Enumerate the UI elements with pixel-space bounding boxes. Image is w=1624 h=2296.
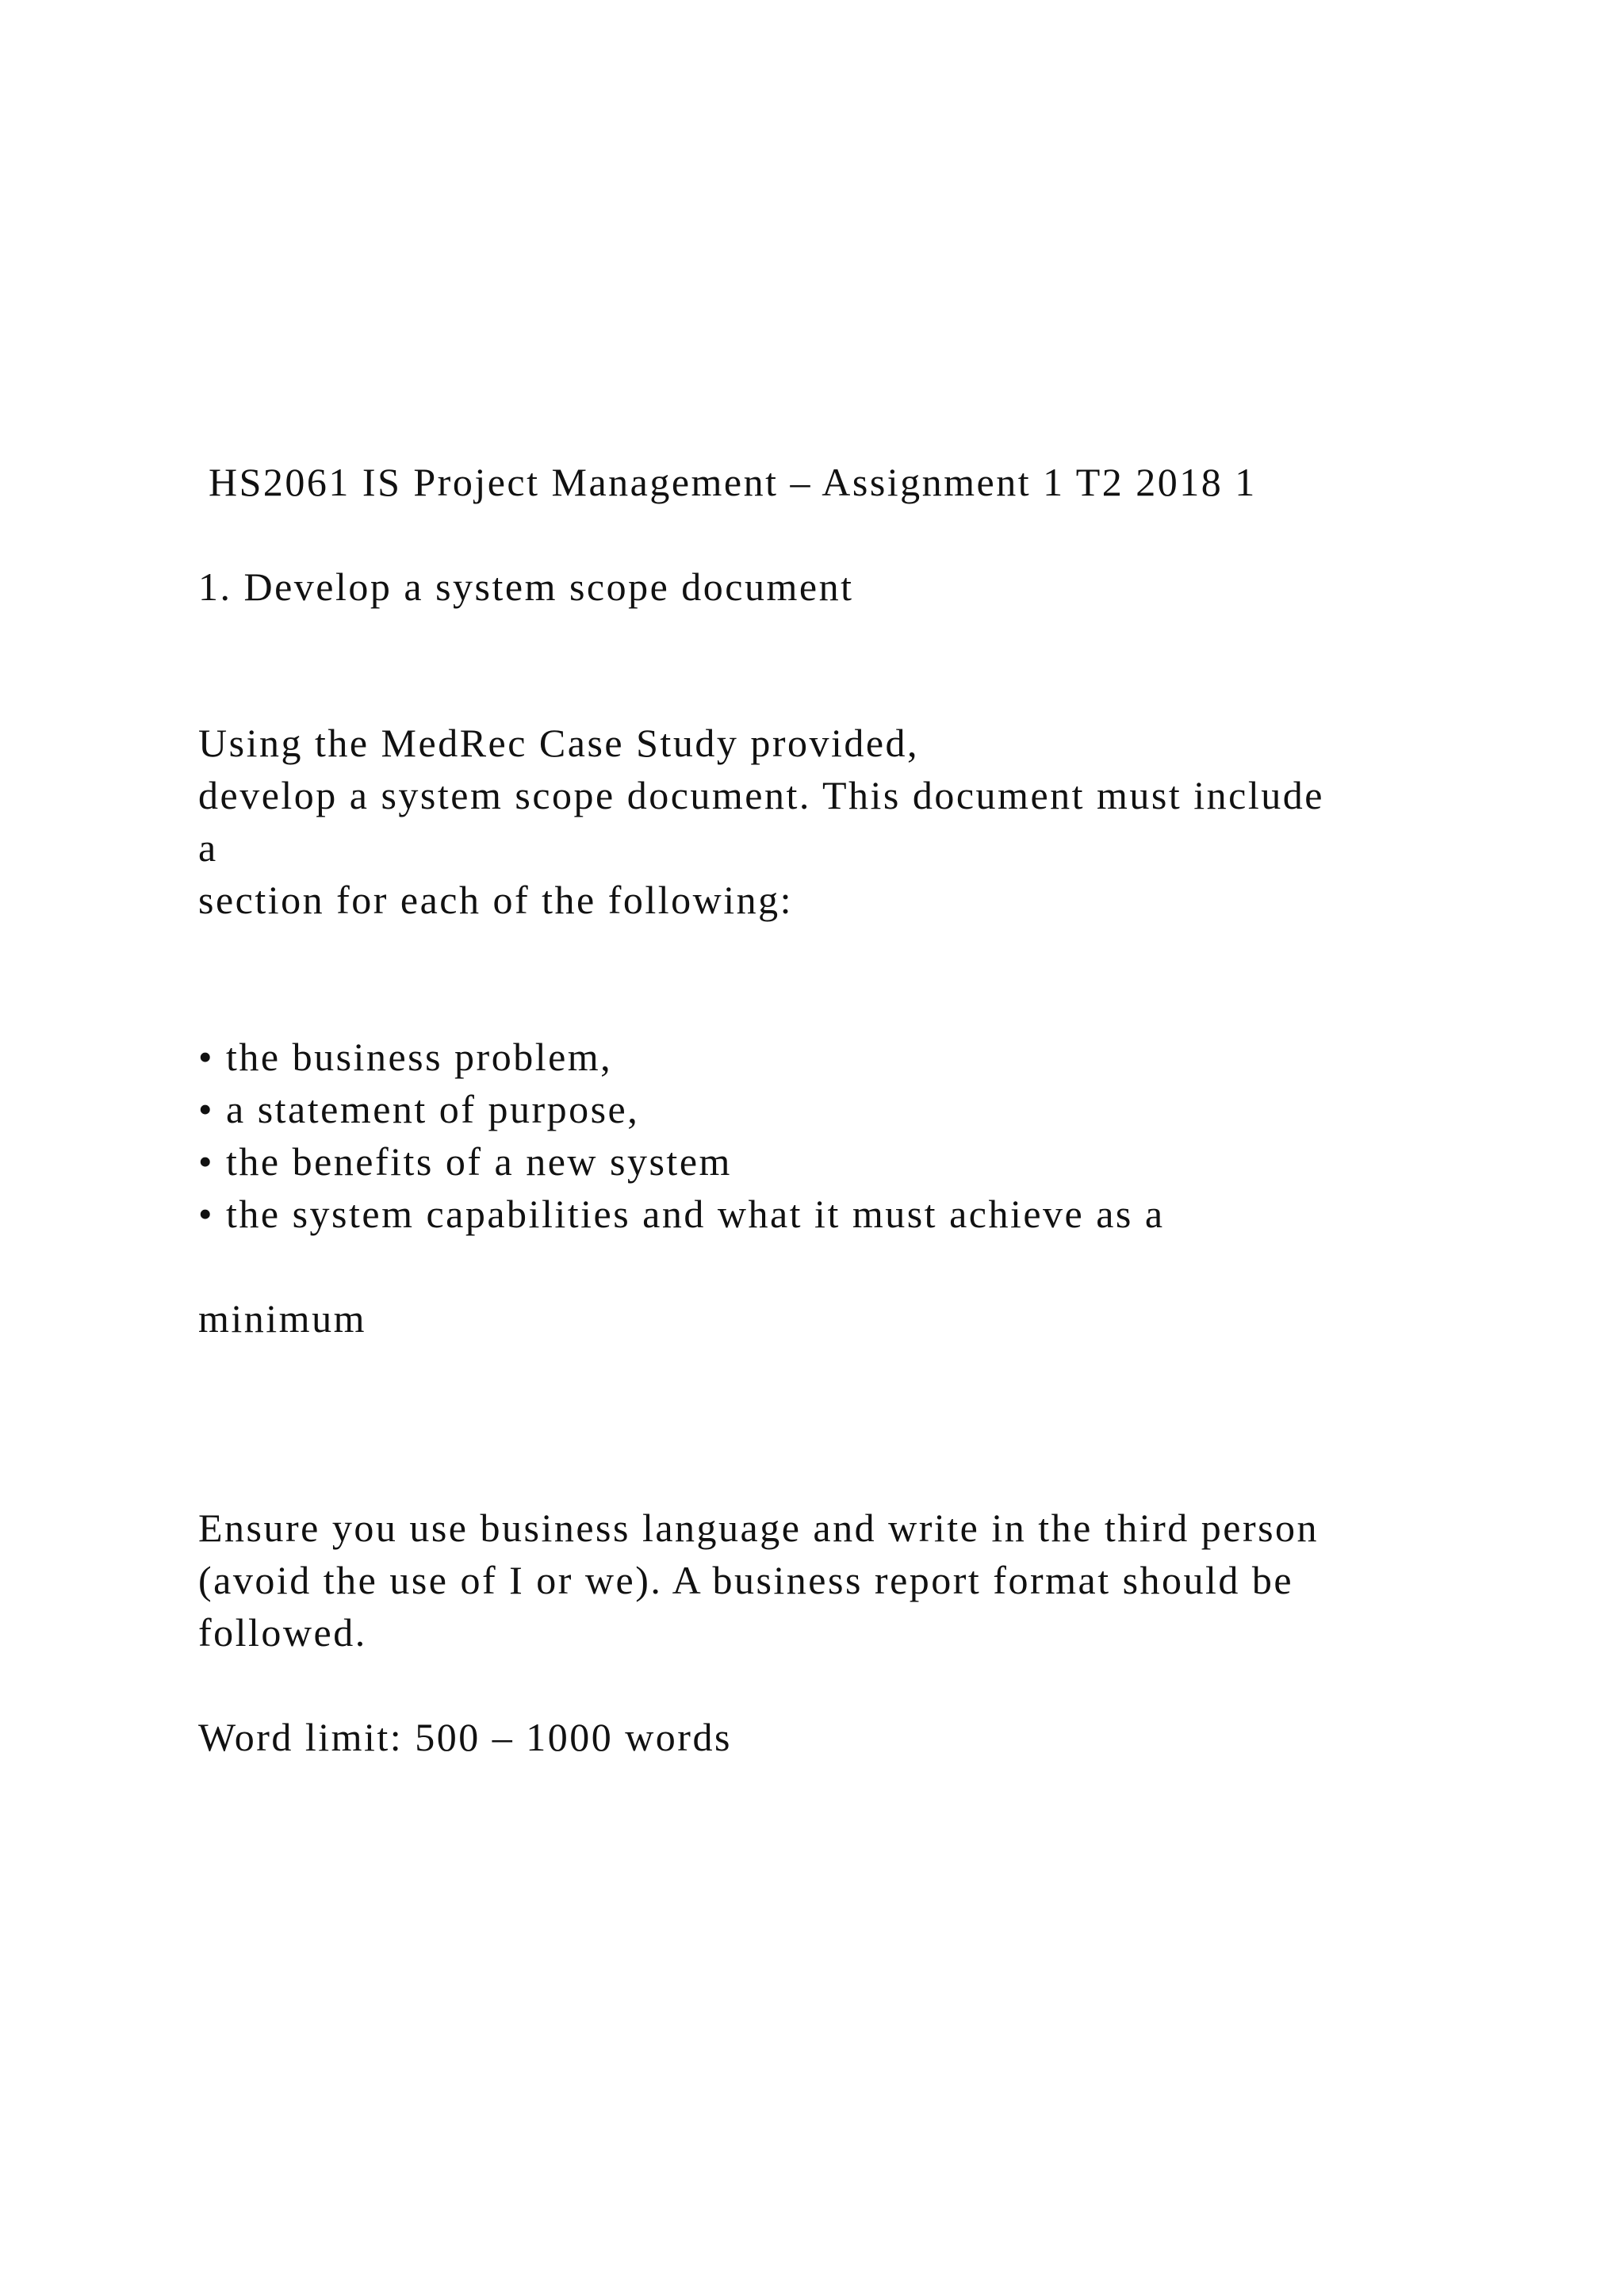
instructions-line-3: followed. [198, 1610, 367, 1655]
bullet-statement-of-purpose: • a statement of purpose, [198, 1087, 640, 1131]
intro-line-3: a [198, 825, 218, 870]
word-limit: Word limit: 500 – 1000 words [198, 1715, 732, 1759]
task-heading: 1. Develop a system scope document [198, 564, 854, 609]
document-header: HS2061 IS Project Management – Assignment 1 T2 2018 1 [209, 460, 1257, 504]
bullet-business-problem: • the business problem, [198, 1035, 613, 1079]
intro-line-1: Using the MedRec Case Study provided, [198, 721, 920, 765]
intro-line-2: develop a system scope document. This document must include [198, 773, 1324, 817]
bullet-capabilities: • the system capabilities and what it must achieve as a [198, 1192, 1165, 1236]
bullet-continuation: minimum [198, 1296, 366, 1341]
instructions-line-1: Ensure you use business language and write in the third person [198, 1506, 1320, 1550]
instructions-line-2: (avoid the use of I or we). A business report format should be [198, 1558, 1294, 1602]
intro-line-4: section for each of the following: [198, 878, 794, 922]
bullet-benefits: • the benefits of a new system [198, 1139, 732, 1184]
